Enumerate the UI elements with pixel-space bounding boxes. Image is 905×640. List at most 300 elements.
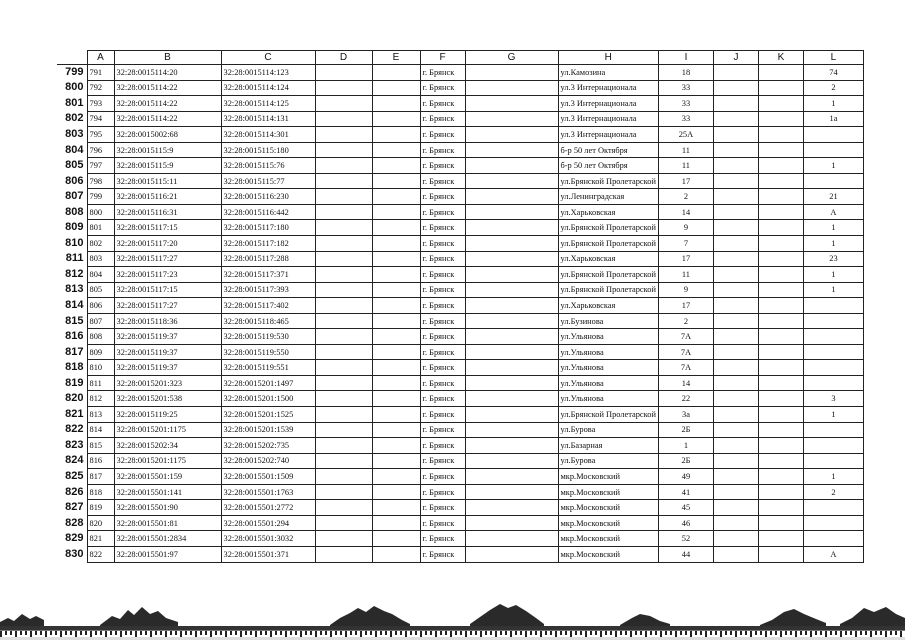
cell-a: 810 bbox=[87, 360, 114, 376]
cell-i: 2 bbox=[658, 313, 713, 329]
cell-d bbox=[315, 391, 372, 407]
column-header-row bbox=[57, 51, 863, 65]
column-header-a: A bbox=[87, 51, 114, 65]
cell-a: 816 bbox=[87, 453, 114, 469]
cell-i: 9 bbox=[658, 282, 713, 298]
cell-a: 819 bbox=[87, 500, 114, 516]
cell-h: ул.Харьковская bbox=[558, 251, 658, 267]
cell-l bbox=[803, 453, 863, 469]
table-row bbox=[57, 80, 863, 96]
cell-g bbox=[465, 251, 558, 267]
cell-h: ул.Брянской Пролетарской bbox=[558, 282, 658, 298]
cell-h: ул.Ульянова bbox=[558, 329, 658, 345]
cell-d bbox=[315, 515, 372, 531]
cell-l: 23 bbox=[803, 251, 863, 267]
cell-l: 1 bbox=[803, 267, 863, 283]
cell-a: 807 bbox=[87, 313, 114, 329]
cell-j bbox=[713, 142, 758, 158]
cell-e bbox=[372, 158, 420, 174]
cell-c: 32:28:0015119:550 bbox=[221, 344, 315, 360]
cell-l bbox=[803, 313, 863, 329]
cell-b: 32:28:0015114:22 bbox=[114, 111, 221, 127]
cell-h: ул.Брянской Пролетарской bbox=[558, 267, 658, 283]
cell-l: 1 bbox=[803, 407, 863, 423]
cell-d bbox=[315, 360, 372, 376]
cell-l bbox=[803, 329, 863, 345]
row-number: 821 bbox=[57, 407, 87, 423]
row-number: 822 bbox=[57, 422, 87, 438]
cell-c: 32:28:0015118:465 bbox=[221, 313, 315, 329]
table-row bbox=[57, 173, 863, 189]
cell-c: 32:28:0015501:2772 bbox=[221, 500, 315, 516]
cell-k bbox=[758, 267, 803, 283]
cell-d bbox=[315, 236, 372, 252]
cell-a: 813 bbox=[87, 407, 114, 423]
cell-k bbox=[758, 422, 803, 438]
cell-f: г. Брянск bbox=[420, 142, 465, 158]
cell-f: г. Брянск bbox=[420, 360, 465, 376]
cell-k bbox=[758, 391, 803, 407]
cell-b: 32:28:0015002:68 bbox=[114, 127, 221, 143]
cell-h: ул.Брянской Пролетарской bbox=[558, 407, 658, 423]
cell-c: 32:28:0015117:393 bbox=[221, 282, 315, 298]
table-row bbox=[57, 422, 863, 438]
cell-c: 32:28:0015201:1525 bbox=[221, 407, 315, 423]
cell-j bbox=[713, 375, 758, 391]
cell-j bbox=[713, 127, 758, 143]
cell-k bbox=[758, 251, 803, 267]
cell-e bbox=[372, 220, 420, 236]
row-number: 829 bbox=[57, 531, 87, 547]
cell-c: 32:28:0015115:180 bbox=[221, 142, 315, 158]
cell-c: 32:28:0015117:402 bbox=[221, 298, 315, 314]
row-number: 807 bbox=[57, 189, 87, 205]
cell-c: 32:28:0015201:1539 bbox=[221, 422, 315, 438]
cell-l bbox=[803, 422, 863, 438]
cell-k bbox=[758, 453, 803, 469]
row-number: 810 bbox=[57, 236, 87, 252]
table-row bbox=[57, 220, 863, 236]
cell-k bbox=[758, 65, 803, 81]
cell-a: 817 bbox=[87, 469, 114, 485]
cell-b: 32:28:0015119:37 bbox=[114, 329, 221, 345]
row-number: 820 bbox=[57, 391, 87, 407]
cell-l: 1а bbox=[803, 111, 863, 127]
cell-i: 49 bbox=[658, 469, 713, 485]
cell-b: 32:28:0015117:23 bbox=[114, 267, 221, 283]
cell-i: 33 bbox=[658, 96, 713, 112]
cell-f: г. Брянск bbox=[420, 391, 465, 407]
cell-f: г. Брянск bbox=[420, 313, 465, 329]
cell-d bbox=[315, 65, 372, 81]
cell-i: 2Б bbox=[658, 453, 713, 469]
cell-h: ул.Камозина bbox=[558, 65, 658, 81]
cell-i: 25А bbox=[658, 127, 713, 143]
cell-b: 32:28:0015201:323 bbox=[114, 375, 221, 391]
cell-e bbox=[372, 111, 420, 127]
cell-e bbox=[372, 360, 420, 376]
cell-l: 1 bbox=[803, 469, 863, 485]
row-number: 819 bbox=[57, 375, 87, 391]
cell-f: г. Брянск bbox=[420, 173, 465, 189]
table-row bbox=[57, 298, 863, 314]
cell-g bbox=[465, 220, 558, 236]
cell-c: 32:28:0015114:124 bbox=[221, 80, 315, 96]
cell-a: 805 bbox=[87, 282, 114, 298]
column-header-g: G bbox=[465, 51, 558, 65]
row-number: 825 bbox=[57, 469, 87, 485]
column-header-h: H bbox=[558, 51, 658, 65]
cell-g bbox=[465, 267, 558, 283]
cell-j bbox=[713, 531, 758, 547]
cell-h: мкр.Московский bbox=[558, 484, 658, 500]
cell-k bbox=[758, 375, 803, 391]
cell-d bbox=[315, 500, 372, 516]
cell-g bbox=[465, 407, 558, 423]
row-number: 805 bbox=[57, 158, 87, 174]
cell-g bbox=[465, 65, 558, 81]
column-header-e: E bbox=[372, 51, 420, 65]
cell-f: г. Брянск bbox=[420, 469, 465, 485]
cell-d bbox=[315, 189, 372, 205]
cell-l: 21 bbox=[803, 189, 863, 205]
cell-e bbox=[372, 251, 420, 267]
cell-k bbox=[758, 142, 803, 158]
cell-h: ул.Бурова bbox=[558, 453, 658, 469]
cell-b: 32:28:0015501:90 bbox=[114, 500, 221, 516]
cell-f: г. Брянск bbox=[420, 453, 465, 469]
cell-h: ул.3 Интернационала bbox=[558, 127, 658, 143]
row-number: 824 bbox=[57, 453, 87, 469]
cell-b: 32:28:0015114:22 bbox=[114, 96, 221, 112]
cell-c: 32:28:0015201:1500 bbox=[221, 391, 315, 407]
cell-e bbox=[372, 127, 420, 143]
cell-c: 32:28:0015202:735 bbox=[221, 438, 315, 454]
cell-l: А bbox=[803, 546, 863, 562]
cell-l bbox=[803, 375, 863, 391]
cell-d bbox=[315, 173, 372, 189]
cell-j bbox=[713, 267, 758, 283]
cell-d bbox=[315, 469, 372, 485]
cell-g bbox=[465, 282, 558, 298]
cell-f: г. Брянск bbox=[420, 344, 465, 360]
cell-d bbox=[315, 111, 372, 127]
cell-l: 2 bbox=[803, 80, 863, 96]
cell-c: 32:28:0015114:131 bbox=[221, 111, 315, 127]
cell-b: 32:28:0015501:81 bbox=[114, 515, 221, 531]
cell-g bbox=[465, 236, 558, 252]
cell-i: 52 bbox=[658, 531, 713, 547]
cell-i: 1 bbox=[658, 438, 713, 454]
cell-j bbox=[713, 65, 758, 81]
cell-j bbox=[713, 438, 758, 454]
cell-h: ул.Ульянова bbox=[558, 391, 658, 407]
cell-g bbox=[465, 158, 558, 174]
cell-a: 820 bbox=[87, 515, 114, 531]
cell-e bbox=[372, 515, 420, 531]
cell-l bbox=[803, 127, 863, 143]
column-header-b: B bbox=[114, 51, 221, 65]
cell-c: 32:28:0015119:530 bbox=[221, 329, 315, 345]
table-row bbox=[57, 204, 863, 220]
cell-c: 32:28:0015116:442 bbox=[221, 204, 315, 220]
cell-d bbox=[315, 282, 372, 298]
cell-e bbox=[372, 438, 420, 454]
column-header-f: F bbox=[420, 51, 465, 65]
cell-j bbox=[713, 220, 758, 236]
cell-e bbox=[372, 500, 420, 516]
cell-g bbox=[465, 453, 558, 469]
cell-d bbox=[315, 422, 372, 438]
cell-f: г. Брянск bbox=[420, 515, 465, 531]
cell-c: 32:28:0015117:371 bbox=[221, 267, 315, 283]
table-row bbox=[57, 329, 863, 345]
cell-c: 32:28:0015202:740 bbox=[221, 453, 315, 469]
cell-b: 32:28:0015501:97 bbox=[114, 546, 221, 562]
cell-e bbox=[372, 65, 420, 81]
cell-j bbox=[713, 111, 758, 127]
cell-j bbox=[713, 80, 758, 96]
cell-d bbox=[315, 407, 372, 423]
cell-d bbox=[315, 220, 372, 236]
cell-f: г. Брянск bbox=[420, 127, 465, 143]
cell-i: 3а bbox=[658, 407, 713, 423]
cell-j bbox=[713, 236, 758, 252]
table-row bbox=[57, 142, 863, 158]
cell-f: г. Брянск bbox=[420, 329, 465, 345]
cell-h: ул.Харьковская bbox=[558, 298, 658, 314]
table-row bbox=[57, 111, 863, 127]
table-body bbox=[57, 65, 863, 563]
cell-h: ул.3 Интернационала bbox=[558, 80, 658, 96]
table-row bbox=[57, 267, 863, 283]
cell-e bbox=[372, 484, 420, 500]
row-number: 830 bbox=[57, 546, 87, 562]
cell-i: 11 bbox=[658, 142, 713, 158]
table-row bbox=[57, 515, 863, 531]
cell-c: 32:28:0015115:76 bbox=[221, 158, 315, 174]
cell-i: 11 bbox=[658, 267, 713, 283]
cell-e bbox=[372, 313, 420, 329]
row-number: 816 bbox=[57, 329, 87, 345]
cell-j bbox=[713, 484, 758, 500]
cell-e bbox=[372, 236, 420, 252]
cell-h: ул.3 Интернационала bbox=[558, 111, 658, 127]
cell-k bbox=[758, 360, 803, 376]
cell-e bbox=[372, 453, 420, 469]
table-row bbox=[57, 391, 863, 407]
cell-a: 800 bbox=[87, 204, 114, 220]
cell-j bbox=[713, 282, 758, 298]
row-number: 827 bbox=[57, 500, 87, 516]
row-number: 813 bbox=[57, 282, 87, 298]
table-row bbox=[57, 438, 863, 454]
cell-h: мкр.Московский bbox=[558, 469, 658, 485]
table-row bbox=[57, 546, 863, 562]
cell-k bbox=[758, 515, 803, 531]
cell-a: 796 bbox=[87, 142, 114, 158]
cell-l: 2 bbox=[803, 484, 863, 500]
cell-b: 32:28:0015201:1175 bbox=[114, 453, 221, 469]
cell-h: ул.3 Интернационала bbox=[558, 96, 658, 112]
cell-j bbox=[713, 96, 758, 112]
cell-h: ул.Ульянова bbox=[558, 360, 658, 376]
cell-k bbox=[758, 204, 803, 220]
cell-i: 7А bbox=[658, 344, 713, 360]
cell-f: г. Брянск bbox=[420, 282, 465, 298]
cell-e bbox=[372, 407, 420, 423]
cell-a: 814 bbox=[87, 422, 114, 438]
cell-h: ул.Бурова bbox=[558, 422, 658, 438]
cell-a: 808 bbox=[87, 329, 114, 345]
table-row bbox=[57, 453, 863, 469]
cell-b: 32:28:0015115:9 bbox=[114, 142, 221, 158]
cell-k bbox=[758, 173, 803, 189]
cell-d bbox=[315, 438, 372, 454]
cell-d bbox=[315, 313, 372, 329]
cell-l: 74 bbox=[803, 65, 863, 81]
cell-i: 17 bbox=[658, 298, 713, 314]
cell-a: 822 bbox=[87, 546, 114, 562]
cell-f: г. Брянск bbox=[420, 375, 465, 391]
cell-d bbox=[315, 453, 372, 469]
table-row bbox=[57, 236, 863, 252]
cell-c: 32:28:0015117:180 bbox=[221, 220, 315, 236]
row-number: 801 bbox=[57, 96, 87, 112]
cell-h: ул.Ленинградская bbox=[558, 189, 658, 205]
cell-c: 32:28:0015117:182 bbox=[221, 236, 315, 252]
cell-b: 32:28:0015501:2834 bbox=[114, 531, 221, 547]
cell-b: 32:28:0015501:141 bbox=[114, 484, 221, 500]
cell-g bbox=[465, 531, 558, 547]
cell-c: 32:28:0015114:301 bbox=[221, 127, 315, 143]
cell-e bbox=[372, 375, 420, 391]
cell-k bbox=[758, 96, 803, 112]
cell-k bbox=[758, 329, 803, 345]
cell-f: г. Брянск bbox=[420, 298, 465, 314]
cell-e bbox=[372, 344, 420, 360]
cell-k bbox=[758, 80, 803, 96]
cell-j bbox=[713, 204, 758, 220]
row-number: 800 bbox=[57, 80, 87, 96]
cell-f: г. Брянск bbox=[420, 111, 465, 127]
cell-k bbox=[758, 407, 803, 423]
row-number: 804 bbox=[57, 142, 87, 158]
cell-k bbox=[758, 282, 803, 298]
cell-j bbox=[713, 422, 758, 438]
cell-b: 32:28:0015118:36 bbox=[114, 313, 221, 329]
table-row bbox=[57, 96, 863, 112]
cell-d bbox=[315, 267, 372, 283]
cell-d bbox=[315, 80, 372, 96]
cell-c: 32:28:0015116:230 bbox=[221, 189, 315, 205]
cell-i: 46 bbox=[658, 515, 713, 531]
cell-i: 41 bbox=[658, 484, 713, 500]
table-row bbox=[57, 282, 863, 298]
cell-b: 32:28:0015201:538 bbox=[114, 391, 221, 407]
cell-b: 32:28:0015201:1175 bbox=[114, 422, 221, 438]
cell-g bbox=[465, 111, 558, 127]
cell-l: 1 bbox=[803, 96, 863, 112]
cell-e bbox=[372, 173, 420, 189]
cell-g bbox=[465, 422, 558, 438]
cell-b: 32:28:0015119:37 bbox=[114, 344, 221, 360]
cell-c: 32:28:0015501:1763 bbox=[221, 484, 315, 500]
cell-l bbox=[803, 173, 863, 189]
table-row bbox=[57, 375, 863, 391]
cell-k bbox=[758, 158, 803, 174]
cell-l bbox=[803, 298, 863, 314]
cell-h: б-р 50 лет Октября bbox=[558, 158, 658, 174]
table-row bbox=[57, 65, 863, 81]
cell-c: 32:28:0015501:3032 bbox=[221, 531, 315, 547]
column-header-j: J bbox=[713, 51, 758, 65]
row-number: 808 bbox=[57, 204, 87, 220]
cell-g bbox=[465, 375, 558, 391]
cell-l bbox=[803, 531, 863, 547]
cell-i: 18 bbox=[658, 65, 713, 81]
column-header-d: D bbox=[315, 51, 372, 65]
cell-h: ул.Базарная bbox=[558, 438, 658, 454]
cell-b: 32:28:0015117:27 bbox=[114, 251, 221, 267]
column-header-k: K bbox=[758, 51, 803, 65]
cell-h: мкр.Московский bbox=[558, 515, 658, 531]
cell-b: 32:28:0015117:27 bbox=[114, 298, 221, 314]
cell-k bbox=[758, 438, 803, 454]
cell-d bbox=[315, 375, 372, 391]
cell-a: 795 bbox=[87, 127, 114, 143]
cell-e bbox=[372, 546, 420, 562]
cell-a: 798 bbox=[87, 173, 114, 189]
cell-e bbox=[372, 267, 420, 283]
cell-g bbox=[465, 391, 558, 407]
cell-f: г. Брянск bbox=[420, 267, 465, 283]
cell-l bbox=[803, 344, 863, 360]
cell-i: 7А bbox=[658, 329, 713, 345]
cell-j bbox=[713, 189, 758, 205]
cell-h: ул.Брянской Пролетарской bbox=[558, 236, 658, 252]
cell-e bbox=[372, 298, 420, 314]
cell-i: 22 bbox=[658, 391, 713, 407]
row-number: 799 bbox=[57, 65, 87, 81]
cell-a: 804 bbox=[87, 267, 114, 283]
cell-f: г. Брянск bbox=[420, 251, 465, 267]
cell-c: 32:28:0015114:123 bbox=[221, 65, 315, 81]
column-header-c: C bbox=[221, 51, 315, 65]
cell-f: г. Брянск bbox=[420, 158, 465, 174]
table-row bbox=[57, 407, 863, 423]
table-row bbox=[57, 127, 863, 143]
cell-e bbox=[372, 80, 420, 96]
cell-a: 803 bbox=[87, 251, 114, 267]
cell-e bbox=[372, 96, 420, 112]
cell-e bbox=[372, 189, 420, 205]
cell-i: 11 bbox=[658, 158, 713, 174]
table-row bbox=[57, 531, 863, 547]
cell-f: г. Брянск bbox=[420, 484, 465, 500]
row-number: 811 bbox=[57, 251, 87, 267]
cell-d bbox=[315, 96, 372, 112]
row-number: 814 bbox=[57, 298, 87, 314]
cell-g bbox=[465, 500, 558, 516]
cell-l: А bbox=[803, 204, 863, 220]
table-row bbox=[57, 469, 863, 485]
cell-l bbox=[803, 515, 863, 531]
cell-i: 17 bbox=[658, 251, 713, 267]
cell-k bbox=[758, 313, 803, 329]
cell-b: 32:28:0015114:22 bbox=[114, 80, 221, 96]
cell-g bbox=[465, 469, 558, 485]
